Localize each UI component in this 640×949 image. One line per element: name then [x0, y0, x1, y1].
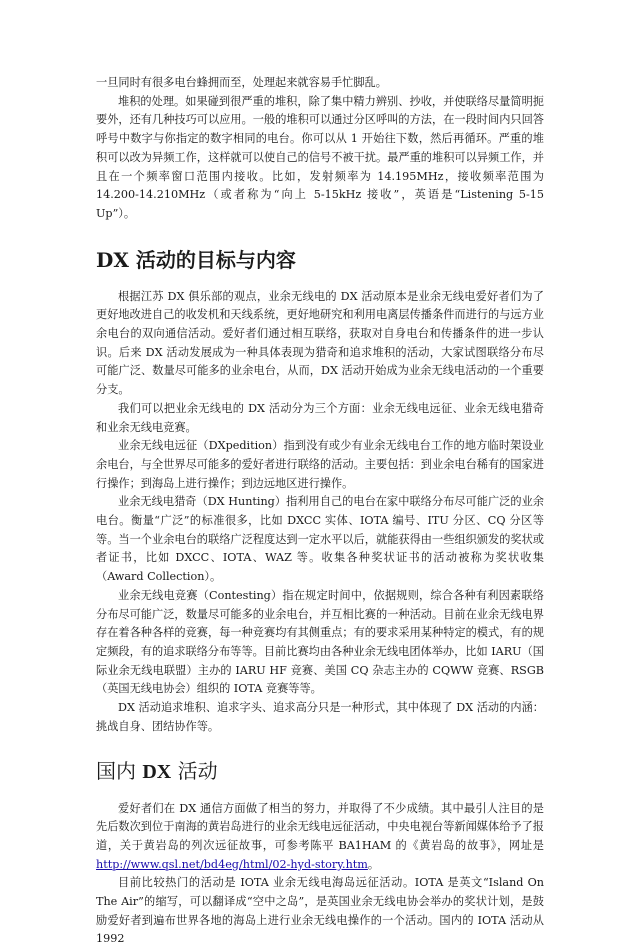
- paragraph-huangyan-text: 爱好者们在 DX 通信方面做了相当的努力，并取得了不少成绩。其中最引人注目的是先后数次到位于南海的黄岩岛进行的业余无线电远征活动，中央电视台等新闻媒体给予了报道，关于黄岩岛的列次远征故事，可参考陈平 BA1HAM 的《黄岩岛的故事》，网址是: [96, 801, 544, 852]
- paragraph-contesting: 业余无线电竞赛（Contesting）指在规定时间中，依据规则，综合各种有利因素联络分布尽可能广泛，数量尽可能多的业余电台，并互相比赛的一种活动。目前在业余无线电界存在着各种各样的竞赛，每一种竞赛均有其侧重点；有的要求采用某种特定的模式，有的规定频段，有的追求联络分布等等。目前比赛均由各种业余无线电团体举办，比如 IARU（国际业余无线电联盟）主办的 IARU HF 竞赛、美国 CQ 杂志主办的 CQWW 竞赛、RSGB（英国无线电协会）组织的 IOTA 竞赛等等。: [96, 588, 544, 696]
- heading-prefix: 国内: [96, 758, 143, 783]
- section-heading-domestic-dx: [96, 757, 544, 786]
- paragraph-huangyan-end: 。: [367, 857, 380, 871]
- paragraph-pileup-intro: 一旦同时有很多电台蜂拥而至，处理起来就容易手忙脚乱。: [96, 76, 387, 89]
- heading-suffix: 活动: [171, 758, 218, 783]
- story-link[interactable]: http://www.qsl.net/bd4eg/html/02-hyd-story.htm: [96, 857, 368, 871]
- document-page: [96, 74, 544, 949]
- heading-dx: DX: [142, 760, 172, 783]
- paragraph-iota: 目前比较热门的活动是 IOTA 业余无线电海岛远征活动。IOTA 是英文“Island On The Air”的缩写，可以翻译成“空中之岛”，是英国业余无线电协会举办的奖状计划，是鼓励爱好者到遍布世界各地的海岛上进行业余无线电操作的一个活动。国内的 IOTA 活动从 1992: [96, 876, 544, 946]
- paragraph-dxpedition: 业余无线电远征（DXpedition）指到没有或少有业余无线电台工作的地方临时架设业余电台，与全世界尽可能多的爱好者进行联络的活动。主要包括：到业余电台稀有的国家进行操作；到海岛上进行操作；到边远地区进行操作。: [96, 439, 544, 490]
- section-heading-dx-goals: DX 活动的目标与内容: [96, 247, 296, 272]
- paragraph-dx-essence: DX 活动追求堆积、追求字头、追求高分只是一种形式，其中体现了 DX 活动的内涵：挑战自身、团结协作等。: [96, 701, 544, 733]
- paragraph-dx-definition: 根据江苏 DX 俱乐部的观点，业余无线电的 DX 活动原本是业余无线电爱好者们为了更好地改进自己的收发机和天线系统，更好地研究和利用电离层传播条件而进行的与远方业余电台的双向通信活动。爱好者们通过相互联络，获取对自身电台和传播条件的进一步认识。后来 DX 活动发展成为一种具体表现为猎奇和追求堆积的活动，大家试图联络分布尽可能广泛、数量尽可能多的业余电台，从而，DX 活动开始成为业余无线电活动的一个重要分支。: [96, 289, 544, 397]
- paragraph-dx-three-aspects: 我们可以把业余无线电的 DX 活动分为三个方面：业余无线电远征、业余无线电猎奇和业余无线电竞赛。: [96, 401, 544, 434]
- paragraph-huangyan-island: [96, 800, 544, 875]
- paragraph-pileup-handling: 堆积的处理。如果碰到很严重的堆积，除了集中精力辨别、抄收，并使联络尽量简明扼要外，还有几种技巧可以应用。一般的堆积可以通过分区呼叫的方法，在一段时间内只回答呼号中数字与你指定的数字相同的电台。你可以从 1 开始往下数，然后再循环。严重的堆积可以改为异频工作，这样就可以使自己的信号不被干扰。最严重的堆积可以异频工作，并且在一个频率窗口范围内接收。比如，发射频率为 14.195MHz，接收频率范围为 14.200-14.210MHz（或者称为“向上 5-15kHz 接收”，英语是“Listening 5-15 Up”）。: [96, 94, 544, 220]
- paragraph-dx-hunting: 业余无线电猎奇（DX Hunting）指利用自己的电台在家中联络分布尽可能广泛的业余电台。衡量“广泛”的标准很多，比如 DXCC 实体、IOTA 编号、ITU 分区、CQ 分区等等。当一个业余电台的联络广泛程度达到一定水平以后，就能获得由一些组织颁发的奖状或者证书，比如 DXCC、IOTA、WAZ 等。收集各种奖状证书的活动被称为奖状收集（Award Collection）。: [96, 495, 544, 584]
